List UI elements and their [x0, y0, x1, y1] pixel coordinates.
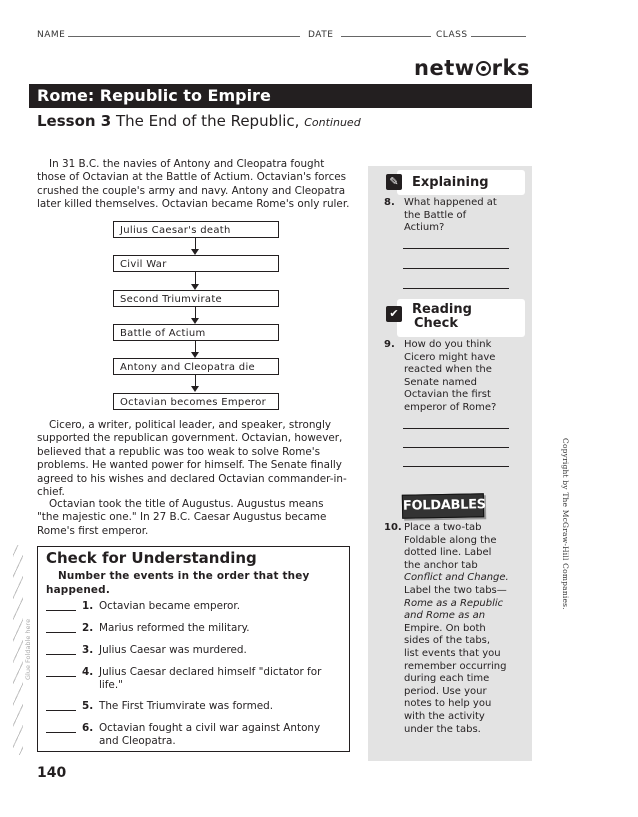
lesson-label: Lesson 3 — [37, 112, 112, 130]
reading-check-title-line: Reading — [412, 302, 472, 317]
answer-blank-3[interactable] — [46, 654, 76, 655]
foldables-logo: FOLDABLES — [402, 493, 484, 518]
flow-box: Antony and Cleopatra die — [113, 358, 279, 375]
instruction-line: Conflict and Change. — [404, 572, 509, 584]
instruction-line: the anchor tab — [404, 559, 478, 571]
cicero-paragraph — [37, 419, 357, 499]
flow-connector — [195, 272, 196, 284]
answer-blank-5[interactable] — [46, 710, 76, 711]
flow-box: Second Triumvirate — [113, 290, 279, 307]
item-text — [99, 622, 339, 635]
item-text — [99, 700, 339, 713]
instruction-line: Foldable along the — [404, 534, 497, 546]
text-line: supported the republican government. Octavian, however, — [37, 432, 343, 445]
name-label: NAME — [37, 30, 66, 40]
instruction-line: and Rome as an — [404, 610, 486, 622]
item-number: 1. — [82, 600, 94, 612]
text-line: Octavian took the title of Augustus. Augustus means — [49, 498, 324, 510]
answer-blank-2[interactable] — [46, 632, 76, 633]
flow-connector — [195, 307, 196, 318]
lesson-title: The End of the Republic, — [116, 112, 300, 130]
check-instruction — [46, 569, 336, 597]
answer-blank-4[interactable] — [46, 676, 76, 677]
question-number: 9. — [384, 339, 395, 350]
explaining-icon: ✎ — [386, 174, 402, 190]
item-line: Octavian became emperor. — [99, 600, 241, 612]
question-text — [404, 197, 519, 235]
flow-connector — [195, 375, 196, 386]
instruction-line: Rome as a Republic — [404, 597, 504, 609]
instruction-line: sides of the tabs, — [404, 635, 491, 647]
item-line: and Cleopatra. — [99, 735, 176, 747]
item-line: Octavian fought a civil war against Antony — [99, 722, 321, 734]
foldable-glue-strip — [13, 545, 23, 755]
flow-box: Battle of Actium — [113, 324, 279, 341]
item-text — [99, 644, 339, 657]
text-line: problems. He wanted power for himself. The Senate finally — [37, 459, 342, 472]
question-line: Senate named — [404, 376, 477, 388]
item-text — [99, 666, 339, 692]
glue-text: Glue Foldable here — [24, 618, 32, 680]
flow-box: Civil War — [113, 255, 279, 272]
date-field[interactable] — [308, 27, 431, 40]
reading-check-title — [412, 303, 472, 331]
class-label: CLASS — [436, 30, 468, 40]
text-line: crushed the couple's army and navy. Antony and Cleopatra — [37, 184, 346, 197]
question-line: Cicero might have — [404, 351, 496, 363]
question-line: Octavian the first — [404, 389, 491, 401]
text-line: those of Octavian at the Battle of Actium. Octavian's forces — [37, 171, 347, 184]
intro-paragraph — [37, 158, 357, 212]
question-line: How do you think — [404, 339, 492, 350]
class-field[interactable] — [436, 27, 526, 40]
item-line: Julius Caesar declared himself "dictator for — [99, 666, 322, 678]
question-text — [404, 339, 519, 415]
item-number: 6. — [82, 722, 94, 734]
lesson-heading — [37, 112, 361, 130]
text-line: "the majestic one." In 27 B.C. Caesar Augustus became — [37, 511, 327, 524]
answer-blank-6[interactable] — [46, 732, 76, 733]
instruction-line: Empire. On both — [404, 622, 486, 634]
answer-line[interactable] — [403, 466, 509, 467]
item-number: 4. — [82, 666, 94, 678]
item-number: 5. — [82, 700, 94, 712]
class-blank[interactable] — [471, 27, 526, 37]
flow-box: Octavian becomes Emperor — [113, 393, 279, 410]
instruction-line: with the activity — [404, 710, 485, 722]
text-line: In 31 B.C. the navies of Antony and Cleopatra fought — [49, 158, 325, 170]
item-text — [99, 722, 339, 748]
instruction-line: remember occurring — [404, 660, 507, 672]
lesson-continued: Continued — [304, 116, 361, 129]
instruction-line: happened. — [46, 584, 110, 596]
question-line: What happened at — [404, 197, 497, 208]
question-number: 8. — [384, 197, 395, 208]
answer-line[interactable] — [403, 248, 509, 249]
augustus-paragraph — [37, 498, 357, 538]
question-line: the Battle of — [404, 209, 467, 221]
instruction-line: Place a two-tab — [404, 522, 482, 533]
instruction-line: Number the events in the order that they — [58, 570, 310, 582]
answer-line[interactable] — [403, 288, 509, 289]
text-line: Rome's first emperor. — [37, 524, 149, 537]
logo-text: netw rks — [414, 56, 530, 80]
copyright-notice: Copyright by The McGraw-Hill Companies. — [561, 438, 570, 610]
foldables-instructions — [404, 522, 519, 736]
name-blank[interactable] — [68, 27, 300, 37]
question-number: 10. — [384, 522, 402, 533]
answer-line[interactable] — [403, 428, 509, 429]
question-line: emperor of Rome? — [404, 401, 497, 413]
instruction-line: during each time — [404, 673, 490, 685]
date-label: DATE — [308, 30, 334, 40]
date-blank[interactable] — [341, 27, 431, 37]
item-number: 3. — [82, 644, 94, 656]
instruction-line: Label the two tabs— — [404, 584, 507, 596]
flow-arrow-icon — [191, 386, 199, 392]
answer-line[interactable] — [403, 447, 509, 448]
item-line: life." — [99, 679, 123, 691]
page-number: 140 — [37, 765, 67, 781]
answer-line[interactable] — [403, 268, 509, 269]
reading-check-title-line: Check — [414, 316, 458, 331]
item-number: 2. — [82, 622, 94, 634]
flow-box: Julius Caesar's death — [113, 221, 279, 238]
instruction-line: under the tabs. — [404, 723, 481, 735]
question-line: reacted when the — [404, 364, 492, 376]
explaining-title: Explaining — [412, 175, 489, 190]
item-line: Marius reformed the military. — [99, 622, 250, 634]
networks-logo — [414, 56, 530, 80]
instruction-line: period. Use your — [404, 685, 487, 697]
text-line: believed that a republic was too weak to solve Rome's — [37, 445, 321, 458]
instruction-line: list events that you — [404, 647, 501, 659]
item-line: Julius Caesar was murdered. — [99, 644, 247, 656]
name-field[interactable] — [37, 27, 300, 40]
flow-connector — [195, 238, 196, 249]
text-line: later killed themselves. Octavian became Rome's only ruler. — [37, 198, 350, 211]
instruction-line: notes to help you — [404, 698, 492, 710]
text-line: chief. — [37, 486, 65, 499]
item-text — [99, 600, 339, 613]
flow-connector — [195, 341, 196, 352]
checkmark-icon: ✔ — [386, 306, 402, 322]
answer-blank-1[interactable] — [46, 610, 76, 611]
item-line: The First Triumvirate was formed. — [99, 700, 274, 712]
unit-title-bar: Rome: Republic to Empire — [29, 84, 532, 108]
question-line: Actium? — [404, 222, 445, 234]
check-title: Check for Understanding — [46, 549, 257, 567]
instruction-line: dotted line. Label — [404, 547, 492, 559]
text-line: Cicero, a writer, political leader, and speaker, strongly — [49, 419, 332, 431]
text-line: agreed to his wishes and declared Octavian commander-in- — [37, 472, 347, 485]
